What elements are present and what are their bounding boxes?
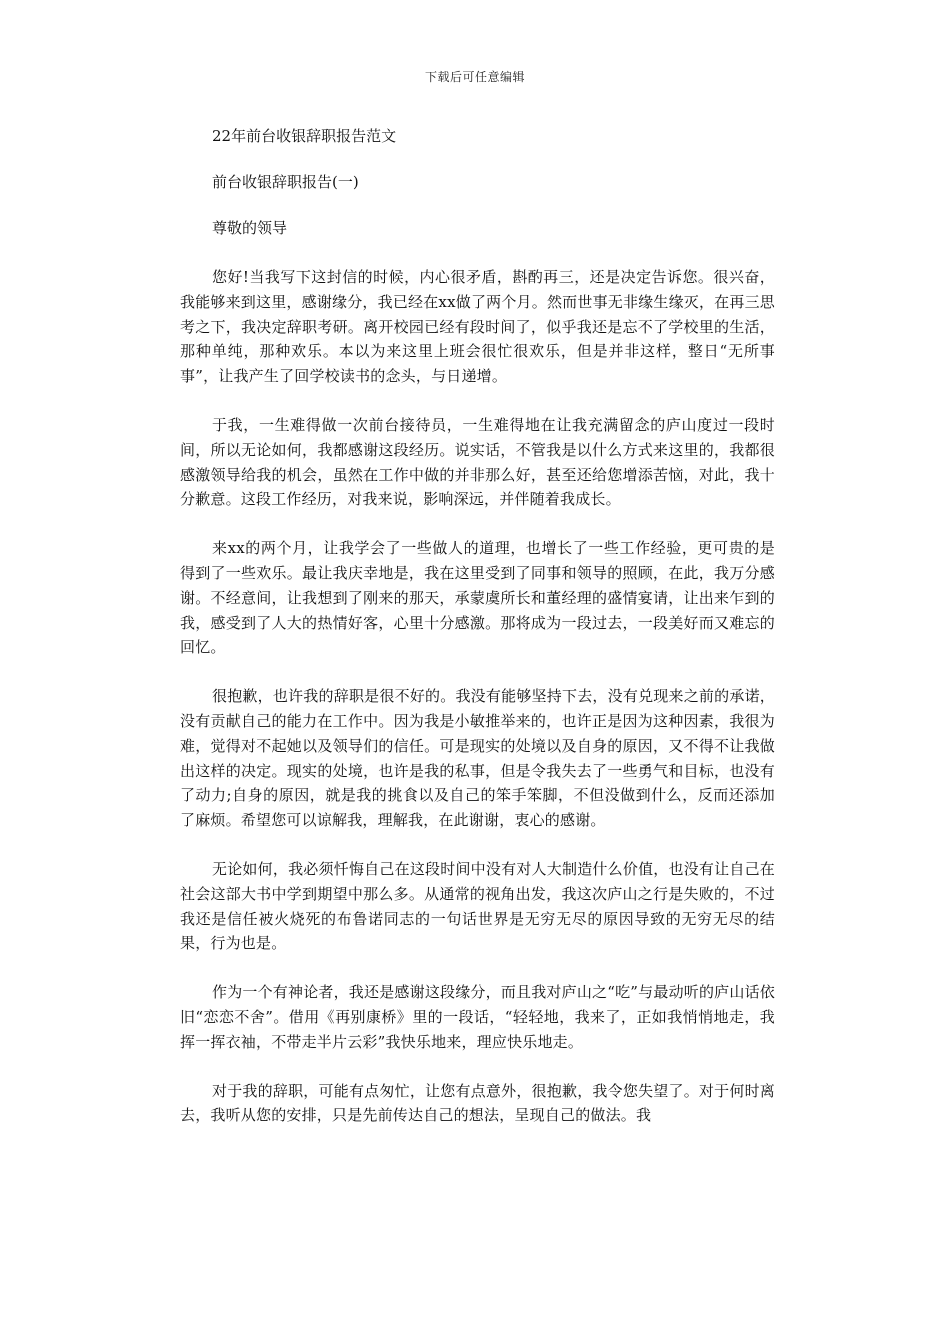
paragraph-2: 于我，一生难得做一次前台接待员，一生难得地在让我充满留念的庐山度过一段时间，所以无论如何，我都感谢这段经历。说实话，不管我是以什么方式来这里的，我都很感激领导给我的机会，虽然在工作中做的并非那么好，甚至还给您增添苦恼，对此，我十分歉意。这段工作经历，对我来说，影响深远，并伴随着我成长。 xyxy=(180,415,775,509)
paragraph-1: 您好!当我写下这封信的时候，内心很矛盾，斟酌再三，还是决定告诉您。很兴奋，我能够来到这里，感谢缘分，我已经在xx做了两个月。然而世事无非缘生缘灭，在再三思考之下，我决定辞职考研。离开校园已经有段时间了，似乎我还是忘不了学校里的生活，那种单纯，那种欢乐。本以为来这里上班会很忙很欢乐，但是并非这样，整日“无所事事”，让我产生了回学校读书的念头，与日递增。 xyxy=(180,268,775,386)
paragraph-3: 来xx的两个月，让我学会了一些做人的道理，也增长了一些工作经验，更可贵的是得到了一些欢乐。最让我庆幸地是，我在这里受到了同事和领导的照顾，在此，我万分感谢。不经意间，让我想到了刚来的那天，承蒙虞所长和董经理的盛情宴请，让出来乍到的我，感受到了人大的热情好客，心里十分感激。那将成为一段过去，一段美好而又难忘的回忆。 xyxy=(180,539,775,657)
paragraph-5: 无论如何，我必须忏悔自己在这段时间中没有对人大制造什么价值，也没有让自己在社会这部大书中学到期望中那么多。从通常的视角出发，我这次庐山之行是失败的，不过我还是信任被火烧死的布鲁诺同志的一句话世界是无穷无尽的原因导致的无穷无尽的结果，行为也是。 xyxy=(180,859,775,953)
paragraph-4: 很抱歉，也许我的辞职是很不好的。我没有能够坚持下去，没有兑现来之前的承诺，没有贡献自己的能力在工作中。因为我是小敏推举来的，也许正是因为这种因素，我很为难，觉得对不起她以及领导们的信任。可是现实的处境以及自身的原因，又不得不让我做出这样的决定。现实的处境，也许是我的私事，但是令我失去了一些勇气和目标，也没有了动力;自身的原因，就是我的挑食以及自己的笨手笨脚，不但没做到什么，反而还添加了麻烦。希望您可以谅解我，理解我，在此谢谢，衷心的感谢。 xyxy=(180,687,775,830)
salutation: 尊敬的领导 xyxy=(212,219,288,237)
header-note: 下载后可任意编辑 xyxy=(424,70,525,84)
document-subtitle: 前台收银辞职报告(一) xyxy=(212,173,359,191)
paragraph-7: 对于我的辞职，可能有点匆忙，让您有点意外，很抱歉，我令您失望了。对于何时离去，我听从您的安排，只是先前传达自己的想法，呈现自己的做法。我 xyxy=(180,1081,775,1125)
document-body xyxy=(180,124,775,1152)
paragraph-6: 作为一个有神论者，我还是感谢这段缘分，而且我对庐山之“吃”与最动听的庐山话依旧“恋恋不舍”。借用《再别康桥》里的一段话，“轻轻地，我来了，正如我悄悄地走，我挥一挥衣袖，不带走半片云彩”我快乐地来，理应快乐地走。 xyxy=(180,983,775,1051)
document-title: 22年前台收银辞职报告范文 xyxy=(212,127,397,145)
